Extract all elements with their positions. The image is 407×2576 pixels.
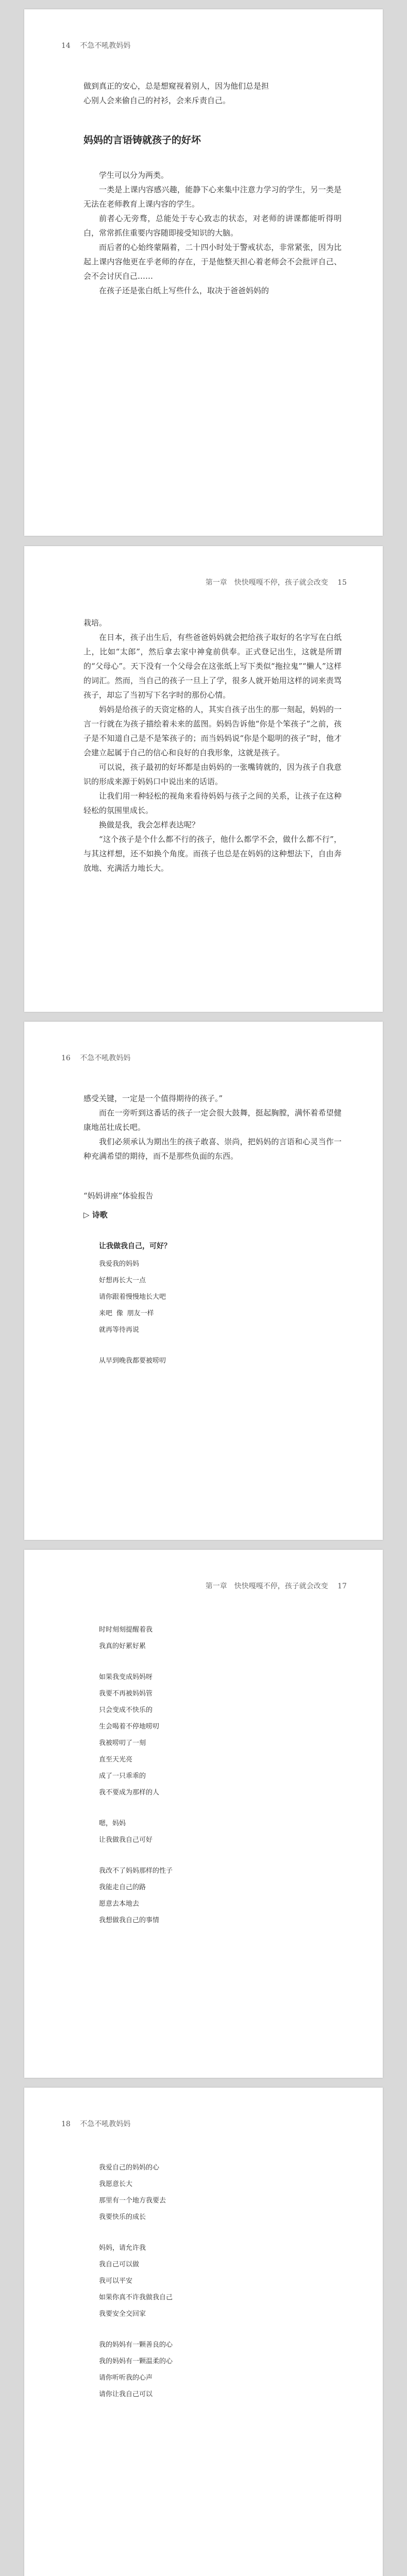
poem-line: 我自己可以做	[99, 2261, 140, 2268]
book-title-header: 不急不吼教妈妈	[80, 2120, 131, 2128]
poem-line: 只会变成不快乐的	[99, 1706, 153, 1714]
page-body	[83, 616, 342, 875]
poem-line: 妈妈，请允许我	[99, 2244, 146, 2252]
poem-line: 我想做我自己的事情	[99, 1917, 160, 1924]
paragraph: 学生可以分为两类。	[99, 171, 169, 180]
poem-line: 我的妈妈有一颗善良的心	[99, 2341, 173, 2349]
page-body	[83, 79, 342, 298]
poem-line: 我能走自己的路	[99, 1884, 146, 1891]
poem-gap	[99, 1655, 342, 1669]
poem-line: 我真的好累好累	[99, 1642, 146, 1650]
paragraph: “这个孩子是个什么都不行的孩子，他什么都学不会，做什么都不行”，与其这样想，还不如换个角度。而孩子也总是在妈妈的这种想法下，自由奔放地、充满活力地长大。	[83, 835, 342, 873]
poem-line: 如果你真不许我做我自己	[99, 2294, 173, 2301]
poem-line: 我可以平安	[99, 2277, 133, 2285]
paragraph: 让我们用一种轻松的视角来看待妈妈与孩子之间的关系，让孩子在这种轻松的氛围里成长。	[83, 791, 342, 815]
paragraph: 而后者的心始终蒙隔着，二十四小时处于警戒状态，非常紧张，因为比起上课内容他更在乎老师的存在，于是他整天担心着老师会不会批评自己、会不会讨厌自己……	[83, 243, 342, 281]
chapter-title-header: 第一章 快快嘎嘎不停，孩子就会改变	[205, 579, 328, 587]
paragraph: 我们必须承认为期出生的孩子敢喜、崇尚，把妈妈的言语和心灵当作一种充满希望的期待，而不是那些负面的东西。	[83, 1137, 342, 1161]
paragraph: 换做是我，我会怎样表达呢？	[99, 820, 200, 829]
poem-line: 我要安全交回家	[99, 2310, 146, 2318]
poem-line: 我不要成为那样的人	[99, 1789, 160, 1797]
page-body	[83, 1091, 342, 1369]
report-section-title: “妈妈讲座”体验报告	[83, 1191, 154, 1200]
poem-line: 如果我变成妈妈呀	[99, 1673, 153, 1681]
poem-line: 我爱自己的妈妈的心	[99, 2164, 160, 2172]
chapter-title-header: 第一章 快快嘎嘎不停，孩子就会改变	[205, 1582, 328, 1590]
paragraph: 一类是上课内容感兴趣，能静下心来集中注意力学习的学生，另一类是无法在老师教育上课内容的学生。	[83, 185, 342, 209]
poem-line: 我被唠叨了一刻	[99, 1739, 146, 1747]
poem-line: 时时刻刻提醒着我	[99, 1626, 153, 1634]
page-header	[206, 1581, 347, 1591]
paragraph: 而在一旁听到这番话的孩子一定会很大鼓舞，挺起胸膛，满怀着希望健康地茁壮成长吧。	[83, 1108, 342, 1132]
poem-line: 请你跟着慢慢地长大吧	[99, 1293, 166, 1301]
poem-stanza	[99, 1622, 342, 1929]
poem-stanza	[99, 1353, 342, 1369]
paragraph: 在孩子还是张白纸上写些什么，取决于爸爸妈妈的	[99, 286, 269, 295]
book-page-14	[24, 9, 383, 536]
paragraph: 感受关键，一定是一个值得期待的孩子。”	[83, 1094, 223, 1103]
book-page-18	[24, 2088, 383, 2576]
page-number: 17	[337, 1582, 347, 1590]
poem-line: 那里有一个地方我要去	[99, 2197, 166, 2205]
paragraph: 心别人会来偷自己的衬衫，会来斥责自己。	[83, 96, 231, 105]
poem-title: 让我做我自己，可好？	[99, 1242, 171, 1250]
paragraph: 妈妈是给孩子的天资定格的人，其实自孩子出生的那一刻起，妈妈的一言一行就在为孩子描绘着未来的蓝图。妈妈告诉他“你是个笨孩子”之前，孩子是不知道自己是不是笨孩子的；而当妈妈说“你是个聪明的孩子”时，他才会建立起属于自己的信心和良好的自我形象，这就是孩子。	[83, 705, 342, 757]
poem-line: 请你听听我的心声	[99, 2374, 153, 2382]
page-number: 14	[61, 42, 71, 50]
poem-gap	[99, 2226, 342, 2240]
poem-subsection: ▷ 诗歌	[83, 1210, 108, 1219]
poem-line: 让我做我自己可好	[99, 1836, 153, 1844]
paragraph: 前者心无旁骛，总能处于专心致志的状态，对老师的讲课都能听得明白，常常抓住重要内容随即接受知识的大脑。	[83, 214, 342, 238]
book-page-15	[24, 546, 383, 1012]
poem-stanza	[99, 1256, 342, 1338]
poem-gap	[99, 2323, 342, 2337]
poem-line: 我爱我的妈妈	[99, 1260, 140, 1268]
paragraph: 可以说，孩子最初的好坏都是由妈妈的一张嘴铸就的，因为孩子自我意识的形成来源于妈妈口中说出来的话语。	[83, 762, 342, 786]
poem-line: 我的妈妈有一颗温柔的心	[99, 2358, 173, 2365]
poem-line: 来吧 像 朋友一样	[99, 1310, 154, 1317]
poem-line: 我要快乐的成长	[99, 2213, 146, 2221]
poem-line: 我愿意长大	[99, 2180, 133, 2188]
book-page-16	[24, 1022, 383, 1540]
paragraph: 在日本，孩子出生后，有些爸爸妈妈就会把给孩子取好的名字写在白纸上，比如“太郎”，然后拿去家中神龛前供奉。正式登记出生，这就是所谓的“父母心”。天下没有一个父母会在这张纸上写下类似“拖拉鬼”“懒人”这样的词汇。然而，当自己的孩子一旦上了学，很多人就开始用这样的词来责骂孩子，却忘了当初写下名字时的那份心情。	[83, 633, 342, 700]
poem-gap	[99, 1801, 342, 1816]
poem-line: 就再等待再说	[99, 1326, 140, 1334]
page-header	[61, 1053, 130, 1063]
page-body	[83, 2160, 342, 2403]
paragraph: 栽培。	[83, 618, 107, 628]
poem-line: 请你让我自己可以	[99, 2391, 153, 2398]
page-number: 16	[61, 1054, 71, 1062]
page-header	[61, 2119, 130, 2129]
section-heading: 妈妈的言语铸就孩子的好坏	[83, 134, 201, 146]
poem-line: 生会喝着不停地唠叨	[99, 1723, 160, 1731]
book-title-header: 不急不吼教妈妈	[80, 42, 131, 50]
poem-line: 嗯，妈妈	[99, 1820, 126, 1827]
poem-gap	[99, 1849, 342, 1863]
poem-line: 好想再长大一点	[99, 1277, 146, 1284]
poem-line: 直至天光亮	[99, 1756, 133, 1764]
page-body	[83, 1622, 342, 1929]
poem-line: 我改不了妈妈那样的性子	[99, 1867, 173, 1875]
page-header	[206, 577, 347, 587]
poem-line: 从早到晚我都要被唠叨	[99, 1357, 166, 1365]
book-page-17	[24, 1550, 383, 2078]
poem-line: 我要不再被妈妈管	[99, 1690, 153, 1698]
paragraph: 做到真正的安心，总是想窥视着别人，因为他们总是担	[83, 81, 269, 91]
poem-line: 愿意去本地去	[99, 1900, 140, 1908]
book-title-header: 不急不吼教妈妈	[80, 1054, 131, 1062]
page-number: 15	[337, 579, 347, 587]
poem-stanza	[99, 2160, 342, 2403]
page-header	[61, 40, 130, 50]
page-number: 18	[61, 2120, 71, 2128]
poem-line: 成了一只乖乖的	[99, 1772, 146, 1780]
